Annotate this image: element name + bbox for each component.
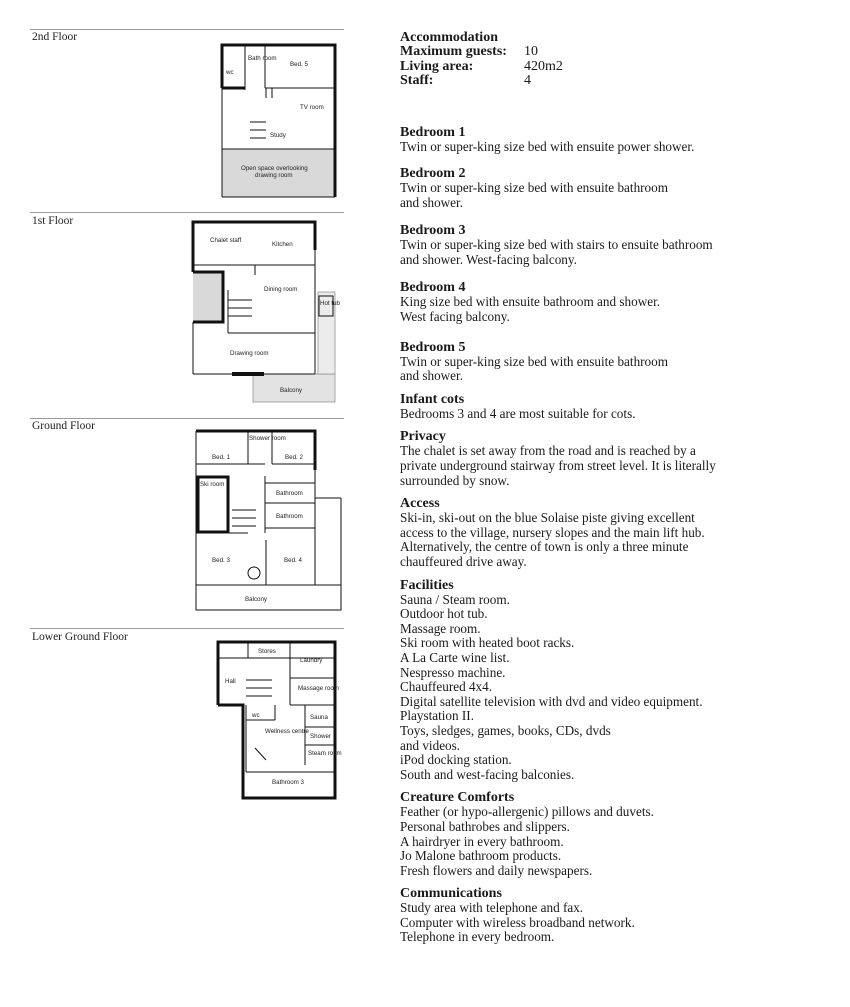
room-label: Drawing room bbox=[230, 350, 269, 357]
section-line: Ski room with heated boot racks. bbox=[400, 635, 575, 651]
room-label: Bed. 3 bbox=[212, 557, 230, 564]
room-label: Shower room bbox=[249, 435, 286, 442]
section-title: Privacy bbox=[400, 429, 446, 445]
section-line: The chalet is set away from the road and is reached by a bbox=[400, 443, 696, 459]
section-line: Personal bathrobes and slippers. bbox=[400, 818, 570, 834]
section-access bbox=[400, 496, 840, 569]
section-line: and shower. West-facing balcony. bbox=[400, 251, 577, 267]
room-label: Shower bbox=[310, 733, 331, 740]
section-title: Bedroom 2 bbox=[400, 166, 466, 182]
section-line: Twin or super-king size bed with ensuite bathroom bbox=[400, 353, 668, 369]
room-label: drawing room bbox=[255, 172, 293, 179]
section-line: Twin or super-king size bed with ensuite bathroom bbox=[400, 180, 668, 196]
section-line: A La Carte wine list. bbox=[400, 649, 510, 665]
section-line: iPod docking station. bbox=[400, 752, 512, 768]
room-label: Kitchen bbox=[272, 241, 293, 248]
row-value: 4 bbox=[524, 73, 531, 88]
accommodation-block bbox=[400, 30, 840, 89]
section-line: private underground stairway from street level. It is literally bbox=[400, 458, 716, 474]
room-label: wc bbox=[226, 69, 234, 76]
section-line: and videos. bbox=[400, 737, 461, 753]
section-line: chauffeured drive away. bbox=[400, 554, 527, 569]
floor-label-ground: Ground Floor bbox=[32, 420, 95, 432]
section-line: King size bed with ensuite bathroom and shower. bbox=[400, 294, 661, 310]
section-title: Creature Comforts bbox=[400, 790, 515, 806]
section-line: Telephone in every bedroom. bbox=[400, 929, 555, 945]
row-value: 420m2 bbox=[524, 58, 563, 74]
section-bedroom-2 bbox=[400, 166, 840, 210]
room-label: Balcony bbox=[245, 596, 268, 603]
room-label: Bathroom bbox=[276, 490, 303, 497]
accommodation-row bbox=[400, 45, 840, 60]
section-line: surrounded by snow. bbox=[400, 472, 510, 488]
section-line: Alternatively, the centre of town is only a three minute bbox=[400, 539, 689, 555]
section-communications bbox=[400, 886, 840, 945]
section-line: Feather (or hypo-allergenic) pillows and duvets. bbox=[400, 804, 654, 820]
room-label: Study bbox=[270, 132, 286, 139]
section-line: Ski-in, ski-out on the blue Solaise piste giving excellent bbox=[400, 510, 695, 526]
room-label: Sauna bbox=[310, 714, 328, 721]
room-label: wc bbox=[252, 712, 260, 719]
section-title: Bedroom 5 bbox=[400, 339, 466, 355]
room-label: Laundry bbox=[300, 657, 323, 664]
section-line: West facing balcony. bbox=[400, 309, 510, 325]
section-line: Digital satellite television with dvd and video equipment. bbox=[400, 693, 703, 709]
section-line: Twin or super-king size bed with stairs to ensuite bathroom bbox=[400, 237, 713, 253]
section-title: Facilities bbox=[400, 577, 454, 593]
room-label: Bathroom 3 bbox=[272, 779, 304, 786]
section-line: and shower. bbox=[400, 194, 463, 210]
room-label: Bath room bbox=[248, 55, 277, 62]
room-label: Chalet staff bbox=[210, 237, 242, 244]
room-label: Balcony bbox=[280, 387, 303, 394]
section-title: Bedroom 1 bbox=[400, 124, 466, 140]
accommodation-row bbox=[400, 74, 840, 89]
room-label: Bed. 5 bbox=[290, 61, 308, 68]
row-key: Maximum guests: bbox=[400, 44, 507, 59]
section-line: Playstation II. bbox=[400, 708, 474, 724]
floor-label-lower-ground: Lower Ground Floor bbox=[32, 631, 128, 643]
room-label: Bed. 2 bbox=[285, 454, 303, 461]
section-title: Infant cots bbox=[400, 391, 465, 407]
section-line: Nespresso machine. bbox=[400, 664, 506, 680]
room-label: Hall bbox=[225, 678, 236, 685]
section-line: South and west-facing balconies. bbox=[400, 766, 575, 782]
section-creature-comforts bbox=[400, 790, 840, 878]
room-label: Open space overlooking bbox=[241, 165, 308, 172]
room-label: TV room bbox=[300, 104, 324, 111]
section-line: Study area with telephone and fax. bbox=[400, 900, 584, 916]
row-value: 10 bbox=[524, 44, 538, 59]
room-label: Steam room bbox=[308, 750, 342, 757]
section-line: Twin or super-king size bed with ensuite power shower. bbox=[400, 138, 695, 154]
floor-label-1st: 1st Floor bbox=[32, 215, 74, 227]
section-line: Bedrooms 3 and 4 are most suitable for cots. bbox=[400, 405, 636, 421]
section-line: access to the village, nursery slopes and the main lift hub. bbox=[400, 524, 705, 540]
section-title: Bedroom 4 bbox=[400, 280, 466, 296]
section-bedroom-1 bbox=[400, 125, 840, 155]
sections-container bbox=[400, 125, 840, 946]
section-bedroom-3 bbox=[400, 223, 840, 267]
section-line: Massage room. bbox=[400, 620, 481, 636]
floor-label-2nd: 2nd Floor bbox=[32, 31, 78, 43]
details-column bbox=[400, 30, 840, 945]
accommodation-title: Accommodation bbox=[400, 30, 498, 45]
room-label: Bed. 1 bbox=[212, 454, 230, 461]
room-label: Stores bbox=[258, 648, 276, 655]
section-facilities bbox=[400, 578, 840, 783]
section-line: A hairdryer in every bathroom. bbox=[400, 833, 564, 849]
section-line: Toys, sledges, games, books, CDs, dvds bbox=[400, 722, 611, 738]
room-label: Bathroom bbox=[276, 513, 303, 520]
section-privacy bbox=[400, 429, 840, 488]
room-label: Hot tub bbox=[320, 300, 340, 307]
room-label: Ski room bbox=[200, 481, 225, 488]
section-line: and shower. bbox=[400, 368, 463, 384]
section-title: Bedroom 3 bbox=[400, 223, 466, 239]
section-line: Sauna / Steam room. bbox=[400, 591, 510, 607]
section-bedroom-5 bbox=[400, 340, 840, 384]
section-line: Jo Malone bathroom products. bbox=[400, 848, 562, 864]
section-title: Communications bbox=[400, 886, 502, 902]
room-label: Dining room bbox=[264, 286, 298, 293]
accommodation-row bbox=[400, 60, 840, 75]
section-title: Access bbox=[400, 496, 440, 512]
row-key: Staff: bbox=[400, 73, 434, 88]
section-line: Fresh flowers and daily newspapers. bbox=[400, 862, 593, 878]
section-line: Outdoor hot tub. bbox=[400, 606, 488, 622]
section-line: Chauffeured 4x4. bbox=[400, 679, 493, 695]
section-bedroom-4 bbox=[400, 280, 840, 324]
section-infant-cots bbox=[400, 392, 840, 422]
room-label: Wellness centre bbox=[265, 728, 309, 735]
room-label: Bed. 4 bbox=[284, 557, 302, 564]
room-label: Massage room bbox=[298, 685, 339, 692]
section-line: Computer with wireless broadband network. bbox=[400, 914, 635, 930]
row-key: Living area: bbox=[400, 58, 474, 74]
